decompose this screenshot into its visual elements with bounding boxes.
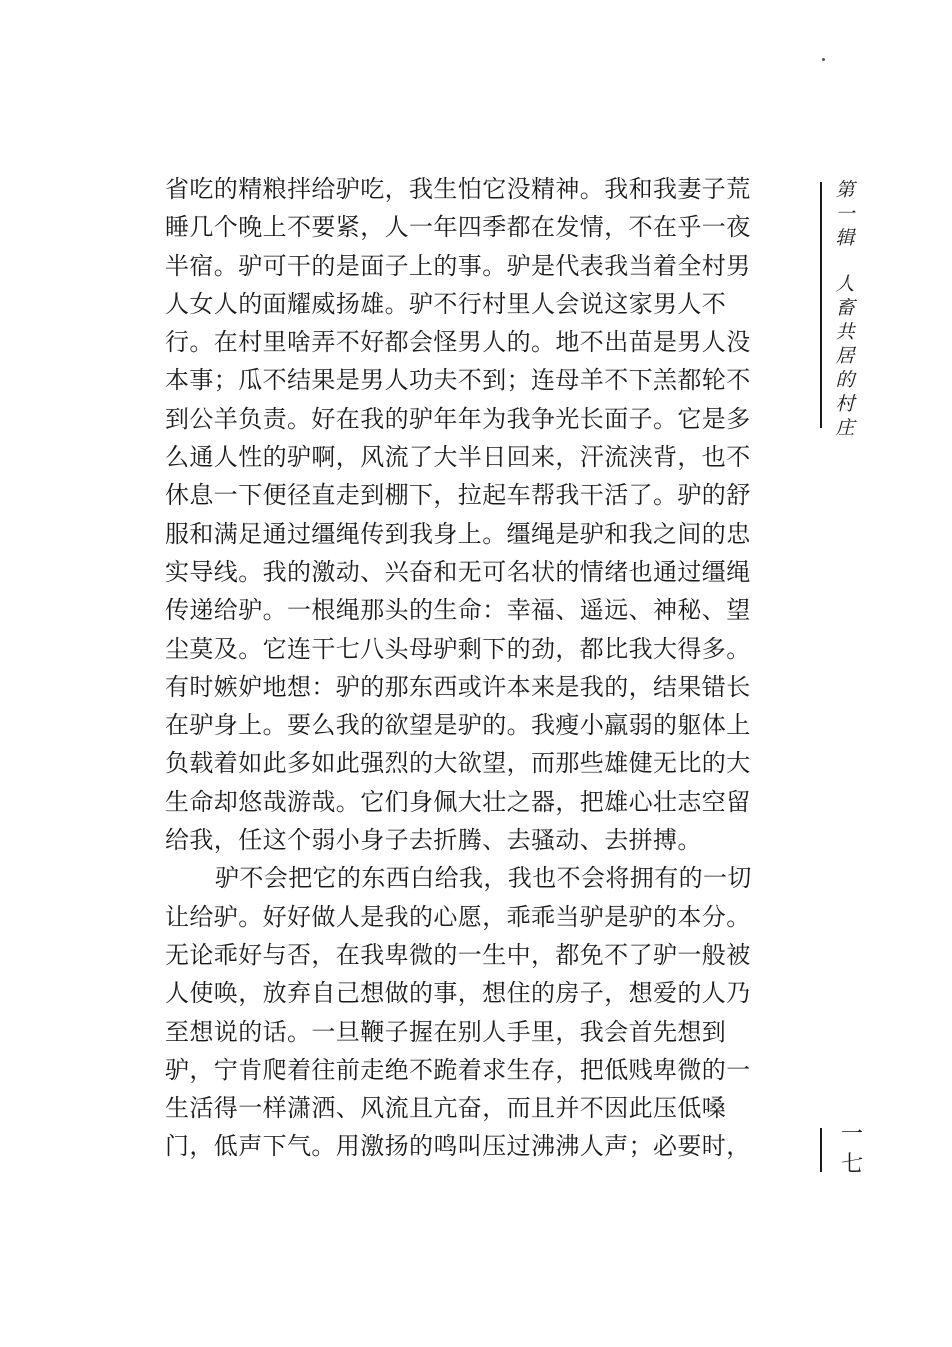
text-line: 让给驴。好好做人是我的心愿，乖乖当驴是驴的本分。 (165, 902, 751, 931)
text-line: 半宿。驴可干的是面子上的事。驴是代表我当着全村男 (165, 251, 751, 280)
text-line: 尘莫及。它连干七八头母驴剩下的劲，都比我大得多。 (165, 634, 751, 663)
text-line: 人使唤，放弃自己想做的事，想住的房子，想爱的人乃 (165, 979, 751, 1008)
text-line: 门，低声下气。用激扬的鸣叫压过沸沸人声；必要时， (165, 1132, 751, 1161)
text-line: 么通人性的驴啊，风流了大半日回来，汗流浃背，也不 (165, 443, 751, 472)
text-line: 到公羊负责。好在我的驴年年为我争光长面子。它是多 (165, 404, 751, 433)
text-line: 休息一下便径直走到棚下，拉起车帮我干活了。驴的舒 (165, 481, 751, 510)
text-line: 人女人的面耀威扬雄。驴不行村里人会说这家男人不 (165, 289, 727, 318)
scan-speck (822, 58, 825, 61)
text-line: 驴，宁肯爬着往前走绝不跪着求生存，把低贱卑微的一 (165, 1055, 751, 1084)
text-line: 生命却悠哉游哉。它们身佩大壮之器，把雄心壮志空留 (165, 787, 751, 816)
text-line: 传递给驴。一根绳那头的生命：幸福、遥远、神秘、望 (165, 596, 751, 625)
running-header (830, 178, 860, 440)
text-line: 有时嫉妒地想：驴的那东西或许本来是我的，结果错长 (165, 672, 751, 701)
margin-rule-top (820, 182, 822, 428)
body-text (165, 170, 790, 1166)
text-line: 本事；瓜不结果是男人功夫不到；连母羊不下羔都轮不 (165, 366, 751, 395)
text-line: 生活得一样潇洒、风流且亢奋，而且并不因此压低嗓 (165, 1094, 727, 1123)
text-line: 在驴身上。要么我的欲望是驴的。我瘦小羸弱的躯体上 (165, 711, 751, 740)
page-number: 一七 (840, 1122, 863, 1177)
text-line: 行。在村里啥弄不好都会怪男人的。地不出苗是男人没 (165, 328, 751, 357)
text-line: 服和满足通过缰绳传到我身上。缰绳是驴和我之间的忠 (165, 519, 751, 548)
text-line: 至想说的话。一旦鞭子握在别人手里，我会首先想到 (165, 1017, 727, 1046)
part-label: 第一辑 (835, 179, 855, 249)
text-line: 实导线。我的激动、兴奋和无可名状的情绪也通过缰绳 (165, 557, 751, 586)
text-line: 睡几个晚上不要紧，人一年四季都在发情，不在乎一夜 (165, 213, 751, 242)
text-line: 负载着如此多如此强烈的大欲望，而那些雄健无比的大 (165, 749, 751, 778)
margin-rule-bottom (820, 1128, 822, 1172)
chapter-title: 人畜共居的村庄 (835, 273, 855, 439)
paragraph-start-line: 驴不会把它的东西白给我，我也不会将拥有的一切 (215, 864, 752, 893)
text-line: 给我，任这个弱小身子去折腾、去骚动、去拼搏。 (165, 826, 702, 855)
text-line: 无论乖好与否，在我卑微的一生中，都免不了驴一般被 (165, 940, 751, 969)
text-line: 省吃的精粮拌给驴吃，我生怕它没精神。我和我妻子荒 (165, 175, 751, 203)
